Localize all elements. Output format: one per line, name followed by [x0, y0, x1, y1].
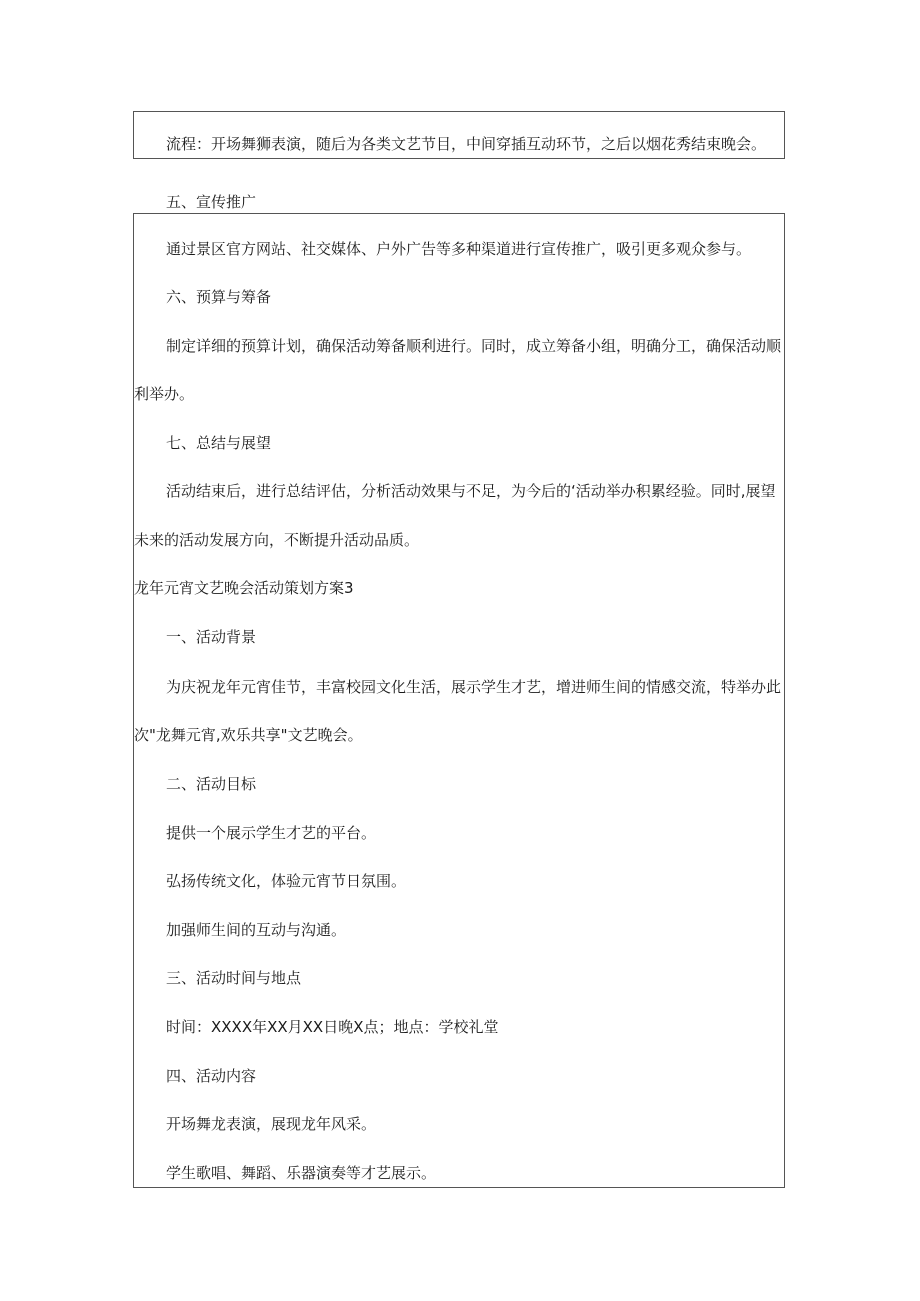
time-place-text: 时间：XXXX年XX月XX日晚X点；地点：学校礼堂: [166, 1018, 499, 1036]
heading-background: 一、活动背景: [166, 628, 257, 646]
summary-text-line1: 活动结束后，进行总结评估，分析活动效果与不足，为今后的‘活动举办积累经验。同时,展望: [166, 482, 776, 500]
background-text-line2: 次"龙舞元宵,欢乐共享"文艺晚会。: [134, 726, 363, 744]
goal-item-1: 提供一个展示学生才艺的平台。: [166, 824, 377, 842]
heading-content: 四、活动内容: [166, 1067, 257, 1085]
promotion-text: 通过景区官方网站、社交媒体、户外广告等多种渠道进行宣传推广，吸引更多观众参与。: [166, 240, 752, 258]
budget-text-line2: 利举办。: [134, 385, 195, 403]
heading-budget: 六、预算与筹备: [166, 288, 272, 306]
heading-summary: 七、总结与展望: [166, 434, 272, 452]
content-item-2: 学生歌唱、舞蹈、乐器演奏等才艺展示。: [166, 1164, 437, 1182]
content-item-1: 开场舞龙表演，展现龙年风采。: [166, 1115, 377, 1133]
heading-promotion: 五、宣传推广: [166, 193, 257, 211]
process-text: 流程：开场舞狮表演，随后为各类文艺节目，中间穿插互动环节，之后以烟花秀结束晚会。: [166, 135, 767, 153]
budget-text-line1: 制定详细的预算计划，确保活动筹备顺利进行。同时，成立筹备小组，明确分工，确保活动顺: [166, 337, 782, 355]
heading-goals: 二、活动目标: [166, 775, 257, 793]
goal-item-2: 弘扬传统文化，体验元宵节日氛围。: [166, 872, 407, 890]
goal-item-3: 加强师生间的互动与沟通。: [166, 921, 347, 939]
background-text-line1: 为庆祝龙年元宵佳节，丰富校园文化生活，展示学生才艺，增进师生间的情感交流，特举办此: [166, 678, 782, 696]
summary-text-line2: 未来的活动发展方向，不断提升活动品质。: [134, 531, 420, 549]
heading-time-place: 三、活动时间与地点: [166, 969, 302, 987]
table-cell-main: [133, 213, 785, 1188]
plan-title: 龙年元宵文艺晚会活动策划方案3: [134, 579, 354, 597]
